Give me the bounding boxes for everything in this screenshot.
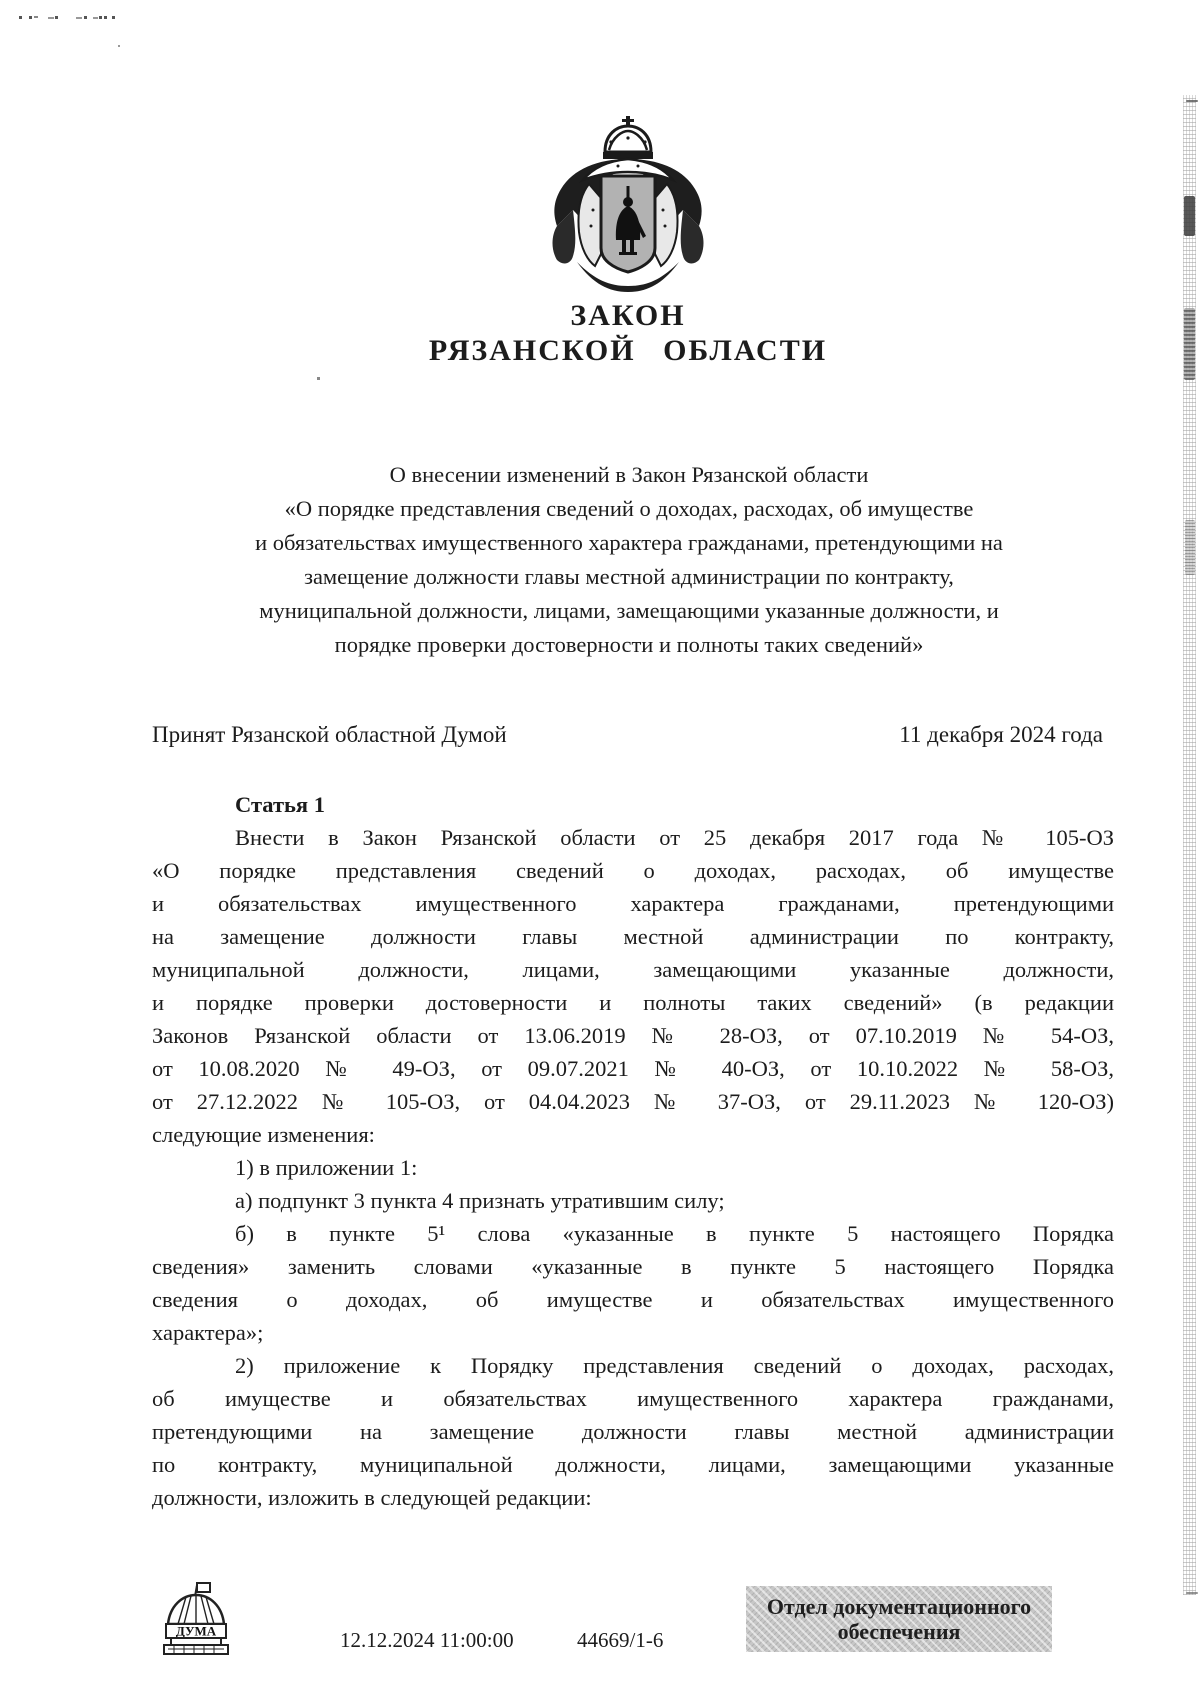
document-title-line: порядке проверки достоверности и полноты таких сведений»: [334, 632, 924, 657]
scan-artifact: [19, 16, 22, 19]
scan-artifact: [34, 16, 38, 18]
department-stamp: [746, 1586, 1052, 1652]
footer-timestamp: 12.12.2024 11:00:00: [340, 1628, 514, 1652]
document-title-line: «О порядке представления сведений о доходах, расходах, об имуществе: [284, 496, 974, 521]
adoption-row: [152, 720, 1103, 750]
scan-artifact: [93, 17, 98, 19]
duma-emblem-icon: [160, 1580, 232, 1665]
law-heading: ЗАКОН: [570, 299, 686, 332]
body-text-line: «О порядке представления сведений о доходах, расходах, об имуществе: [152, 858, 1114, 883]
body-text-line: от 27.12.2022 № 105-ОЗ, от 04.04.2023 № 37-ОЗ, от 29.11.2023 № 120-ОЗ): [152, 1089, 1114, 1114]
region-heading: РЯЗАНСКОЙ ОБЛАСТИ: [428, 334, 828, 367]
body-text-line: характера»;: [152, 1320, 264, 1345]
scan-artifact: [104, 16, 107, 19]
body-text-line: б) в пункте 5¹ слова «указанные в пункте 5 настоящего Порядка: [235, 1221, 1114, 1246]
scan-artifact: [118, 45, 120, 47]
stamp-line: Отдел документационного: [766, 1594, 1032, 1619]
scan-artifact: [76, 17, 82, 19]
body-text-line: Статья 1: [235, 792, 325, 817]
body-text-line: и обязательствах имущественного характера гражданами, претендующими: [152, 891, 1114, 916]
scan-artifact: [317, 377, 320, 380]
body-text-line: муниципальной должности, лицами, замещающими указанные должности,: [152, 957, 1114, 982]
body-text-line: сведения о доходах, об имуществе и обязательствах имущественного: [152, 1287, 1114, 1312]
scan-artifact: [1186, 100, 1198, 102]
scan-artifact: [48, 17, 54, 19]
scan-artifact: [1184, 196, 1195, 236]
body-text-line: сведения» заменить словами «указанные в пункте 5 настоящего Порядка: [152, 1254, 1114, 1279]
adopted-by-label: Принят Рязанской областной Думой: [152, 722, 507, 747]
scan-artifact: [99, 16, 102, 19]
law-body-text: [152, 788, 1114, 1514]
adoption-date: 11 декабря 2024 года: [899, 722, 1103, 747]
body-text-line: об имуществе и обязательствах имущественного характера гражданами,: [152, 1386, 1114, 1411]
body-text-line: по контракту, муниципальной должности, лицами, замещающими указанные: [152, 1452, 1114, 1477]
document-title-line: и обязательствах имущественного характера гражданами, претендующими на: [255, 530, 1003, 555]
scan-artifact: [1185, 520, 1195, 575]
body-text-line: Внести в Закон Рязанской области от 25 декабря 2017 года № 105-ОЗ: [235, 825, 1114, 850]
body-text-line: 2) приложение к Порядку представления сведений о доходах, расходах,: [235, 1353, 1114, 1378]
stamp-line: обеспечения: [837, 1619, 961, 1644]
scan-artifact: [55, 16, 58, 19]
scan-artifact: [112, 16, 115, 19]
footer-registration-number: 44669/1-6: [577, 1628, 664, 1652]
body-text-line: претендующими на замещение должности главы местной администрации: [152, 1419, 1114, 1444]
document-title: [150, 458, 1108, 662]
body-text-line: а) подпункт 3 пункта 4 признать утратившим силу;: [235, 1188, 725, 1213]
scan-artifact: [29, 16, 32, 19]
body-text-line: 1) в приложении 1:: [235, 1155, 418, 1180]
body-text-line: должности, изложить в следующей редакции:: [152, 1485, 592, 1510]
duma-emblem-label: ДУМА: [175, 1623, 217, 1639]
ryazan-coat-of-arms-icon: [543, 114, 713, 299]
document-title-line: О внесении изменений в Закон Рязанской области: [389, 462, 869, 487]
body-text-line: Законов Рязанской области от 13.06.2019 № 28-ОЗ, от 07.10.2019 № 54-ОЗ,: [152, 1023, 1114, 1048]
body-text-line: на замещение должности главы местной администрации по контракту,: [152, 924, 1114, 949]
scan-artifact: [84, 16, 87, 19]
scan-artifact: [1186, 1592, 1198, 1594]
body-text-line: и порядке проверки достоверности и полноты таких сведений» (в редакции: [152, 990, 1114, 1015]
body-text-line: от 10.08.2020 № 49-ОЗ, от 09.07.2021 № 40-ОЗ, от 10.10.2022 № 58-ОЗ,: [152, 1056, 1114, 1081]
body-text-line: следующие изменения:: [152, 1122, 375, 1147]
document-title-line: муниципальной должности, лицами, замещающими указанные должности, и: [259, 598, 999, 623]
document-title-line: замещение должности главы местной администрации по контракту,: [304, 564, 954, 589]
scan-artifact: [1184, 308, 1195, 380]
